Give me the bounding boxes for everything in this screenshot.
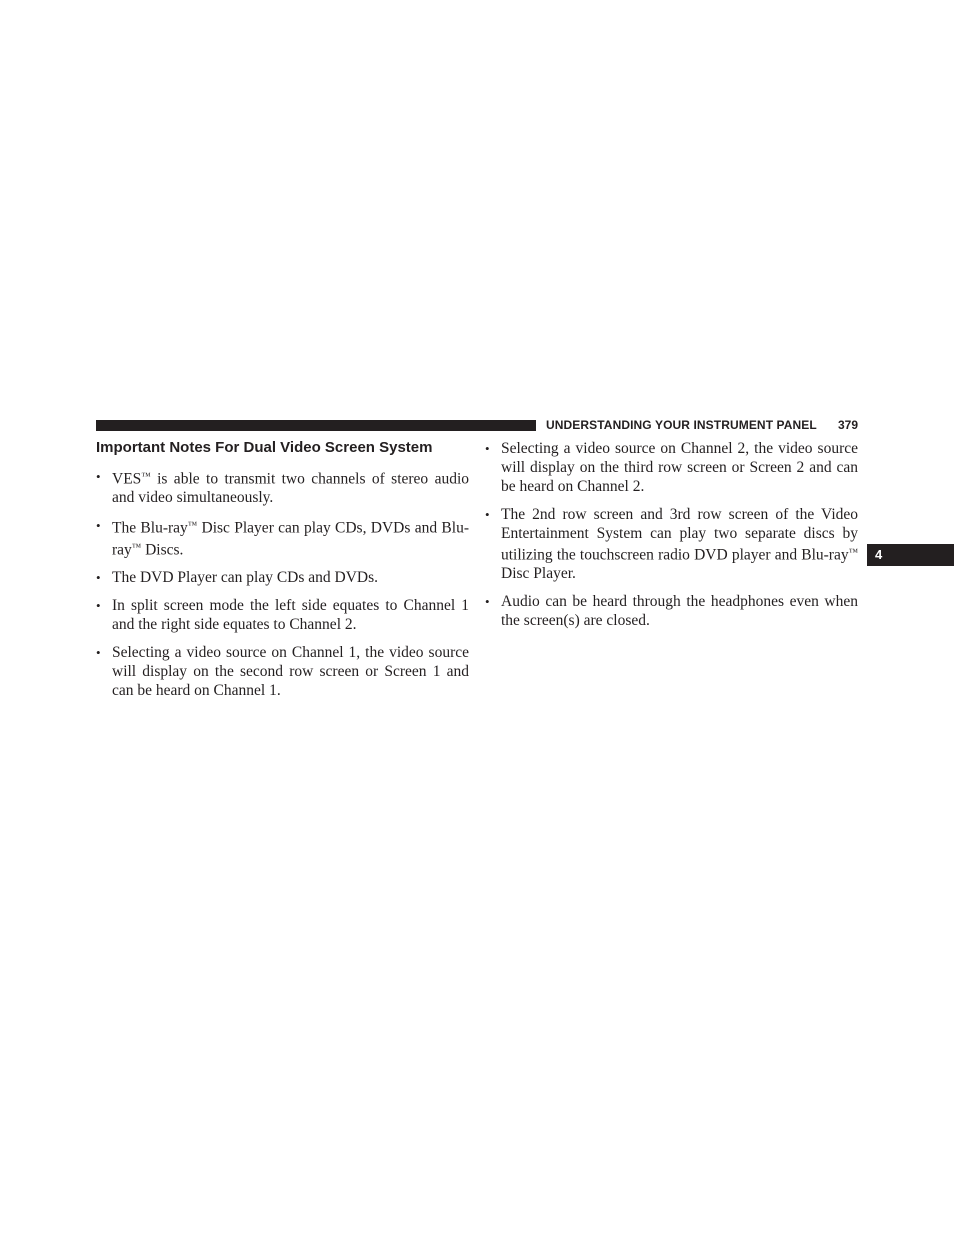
- page-number: 379: [838, 418, 859, 432]
- bullet-icon: •: [485, 594, 490, 610]
- list-item: • VES™ is able to transmit two channels of stereo audio and video simultaneously.: [96, 469, 469, 507]
- list-item: • Selecting a video source on Channel 2, the video source will display on the third row screen or Screen 2 and can be heard on Channel 2.: [485, 440, 858, 495]
- chapter-tab: 4: [867, 544, 954, 566]
- bullet-icon: •: [485, 507, 490, 522]
- bullet-icon: •: [96, 518, 101, 534]
- list-item: • Selecting a video source on Channel 1, the video source will display on the second row screen or Screen 1 and can be heard on Channel 1.: [96, 643, 469, 699]
- section-title: Important Notes For Dual Video Screen System: [96, 439, 433, 456]
- list-item: • The 2nd row screen and 3rd row screen of the Video Entertainment System can play two separate discs by utilizing the touchscreen radio DVD player and Blu-ray™ Disc Player.: [485, 506, 858, 583]
- list-item: • Audio can be heard through the headphones even when the screen(s) are closed.: [485, 593, 858, 630]
- list-item: • The Blu-ray™ Disc Player can play CDs, DVDs and Blu-ray™ Discs.: [96, 518, 469, 558]
- header-rule: [96, 420, 536, 431]
- bullet-icon: •: [96, 644, 101, 660]
- bullet-icon: •: [96, 569, 101, 585]
- right-bullet-list: [485, 439, 858, 639]
- bullet-icon: •: [96, 597, 101, 613]
- bullet-icon: •: [96, 469, 101, 484]
- running-header: UNDERSTANDING YOUR INSTRUMENT PANEL: [546, 418, 817, 432]
- left-bullet-list: [96, 467, 469, 709]
- bullet-icon: •: [485, 441, 490, 456]
- list-item: • The DVD Player can play CDs and DVDs.: [96, 568, 379, 586]
- list-item: • In split screen mode the left side equates to Channel 1 and the right side equates to Channel 2.: [96, 596, 469, 633]
